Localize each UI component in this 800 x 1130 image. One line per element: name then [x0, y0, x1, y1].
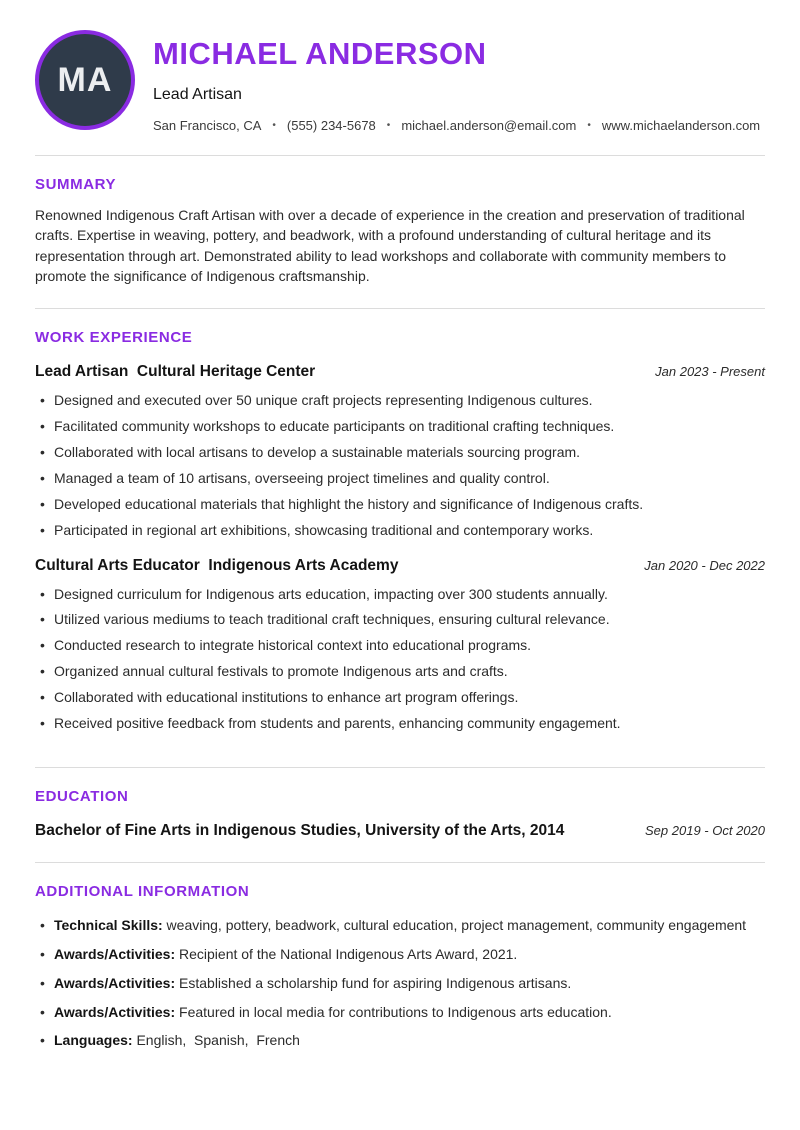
header-text	[153, 30, 760, 133]
job-bullet: • Designed curriculum for Indigenous arts education, impacting over 300 students annually.	[35, 585, 765, 604]
additional-information-heading: ADDITIONAL INFORMATION	[35, 882, 250, 900]
item-text: Featured in local media for contributions to Indigenous arts education.	[175, 1003, 612, 1020]
contact-phone: (555) 234-5678	[286, 118, 376, 133]
job-dates: Jan 2020 - Dec 2022	[644, 557, 765, 573]
contact-separator: •	[272, 120, 276, 131]
divider	[35, 767, 765, 768]
additional-info-item	[35, 916, 765, 935]
job-bullet: • Collaborated with educational institutions to enhance art program offerings.	[35, 688, 765, 707]
additional-info-item	[35, 1031, 765, 1050]
additional-info-list	[35, 916, 765, 1050]
job-entry	[35, 363, 765, 539]
job-bullet: • Collaborated with local artisans to develop a sustainable materials sourcing program.	[35, 443, 765, 462]
contact-separator: •	[386, 120, 391, 131]
item-label: Awards/Activities:	[54, 945, 176, 962]
item-label: Languages:	[54, 1032, 133, 1049]
education-dates: Sep 2019 - Oct 2020	[645, 822, 765, 838]
item-label: Awards/Activities:	[54, 974, 176, 991]
item-label: Technical Skills:	[54, 916, 163, 933]
job-entry	[35, 557, 765, 733]
job-title-company: Lead Artisan Cultural Heritage Center	[35, 363, 316, 381]
item-text: Recipient of the National Indigenous Arts Award, 2021.	[175, 945, 518, 962]
divider	[35, 155, 765, 156]
education-heading: EDUCATION	[35, 787, 129, 805]
job-bullet: • Organized annual cultural festivals to promote Indigenous arts and crafts.	[35, 662, 765, 681]
education-entry	[35, 822, 765, 840]
avatar	[35, 30, 135, 130]
additional-info-item	[35, 945, 765, 964]
job-bullet-list	[35, 585, 765, 733]
candidate-job-title: Lead Artisan	[153, 86, 242, 103]
item-label: Awards/Activities:	[54, 1003, 176, 1020]
job-bullet-list	[35, 391, 765, 539]
summary-section	[35, 176, 765, 286]
contact-location: San Francisco, CA	[153, 118, 262, 133]
work-experience-heading: WORK EXPERIENCE	[35, 329, 193, 347]
divider	[35, 862, 765, 863]
work-experience-section	[35, 329, 765, 733]
job-header	[35, 557, 765, 575]
job-bullet: • Designed and executed over 50 unique craft projects representing Indigenous cultures.	[35, 391, 765, 410]
contact-email: michael.anderson@email.com	[401, 118, 577, 133]
contact-line	[153, 118, 760, 133]
job-title-company: Cultural Arts Educator Indigenous Arts Academy	[35, 556, 399, 574]
job-bullet: • Received positive feedback from students and parents, enhancing community engagement.	[35, 714, 765, 733]
summary-text: Renowned Indigenous Craft Artisan with over a decade of experience in the creation and preservation of traditional crafts. Expertise in weaving, pottery, and beadwork, with a profound understanding of cultural heritage and its representation through art. Demonstrated ability to lead workshops and collaborate with community members to promote the significance of Indigenous craftsmanship.	[35, 207, 745, 284]
additional-info-item	[35, 974, 765, 993]
summary-heading: SUMMARY	[35, 176, 117, 193]
contact-separator: •	[587, 120, 591, 131]
job-bullet: • Developed educational materials that highlight the history and significance of Indigenous crafts.	[35, 495, 765, 514]
job-dates: Jan 2023 - Present	[655, 364, 765, 380]
job-bullet: • Conducted research to integrate historical context into educational programs.	[35, 636, 765, 655]
contact-website: www.michaelanderson.com	[601, 118, 761, 133]
job-bullet: • Facilitated community workshops to educate participants on traditional crafting techniques.	[35, 417, 765, 436]
education-degree: Bachelor of Fine Arts in Indigenous Studies, University of the Arts, 2014	[35, 821, 565, 839]
additional-info-item	[35, 1003, 765, 1022]
education-section	[35, 788, 765, 840]
item-text: Established a scholarship fund for aspiring Indigenous artisans.	[175, 974, 572, 991]
job-bullet: • Utilized various mediums to teach traditional craft techniques, ensuring cultural relevance.	[35, 610, 765, 629]
resume-header	[35, 30, 765, 133]
job-header	[35, 363, 765, 381]
item-text: English, Spanish, French	[132, 1032, 300, 1049]
candidate-name: MICHAEL ANDERSON	[153, 36, 487, 71]
item-text: weaving, pottery, beadwork, cultural education, project management, community engagement	[162, 916, 747, 933]
job-bullet: • Participated in regional art exhibitions, showcasing traditional and contemporary works.	[35, 521, 765, 540]
divider	[35, 308, 765, 309]
job-bullet: • Managed a team of 10 artisans, overseeing project timelines and quality control.	[35, 469, 765, 488]
additional-information-section	[35, 883, 765, 1050]
avatar-initials: MA	[57, 60, 113, 99]
